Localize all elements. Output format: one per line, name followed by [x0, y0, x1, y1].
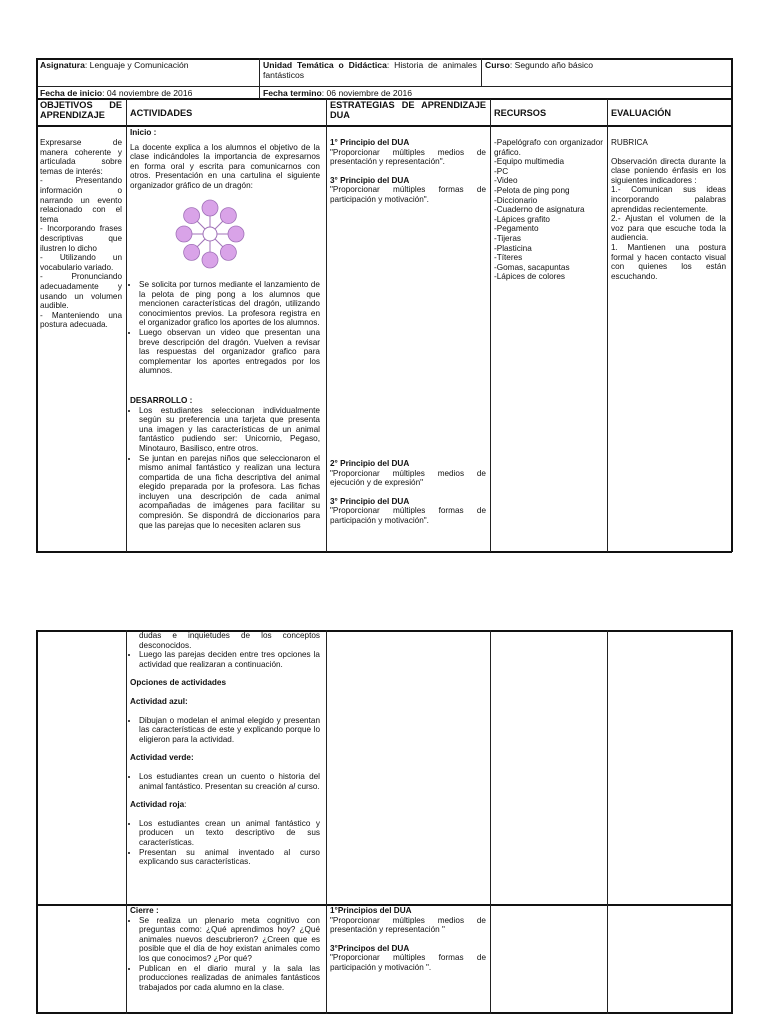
organizer-node [202, 252, 218, 268]
cierre-bullet: • Publican en el diario mural y la sala las producciones realizadas de animales fantásticos trabajados por cada alumno en la clase. [139, 964, 320, 993]
principio-text: "Proporcionar múltiples medios de presentación y representación " [330, 915, 486, 935]
recurso-item: -Video [494, 176, 518, 186]
curso-cell [485, 60, 725, 70]
recurso-item: -Lápices de colores [494, 272, 565, 282]
table2-left-border [36, 630, 38, 1014]
recurso-item: -Pelota de ping pong [494, 185, 570, 195]
table2-col-divider [607, 630, 608, 1014]
verde-text: Los estudiantes crean un cuento o historia del animal fantástico. Presentan su creación [139, 771, 320, 791]
recursos-content [494, 138, 603, 282]
principio-text: "Proporcionar múltiples formas de participación y motivación ". [330, 953, 486, 972]
organizer-node [176, 226, 192, 242]
cierre-bullet: • Se realiza un plenario meta cognitivo con preguntas como: ¿Qué aprendimos hoy? ¿Qué animales nuevos descubrieron? ¿Creen que es posible que el día de hoy existan animales como los que conocimos? ¿Por qué? [139, 916, 320, 964]
table1-col-divider [259, 58, 260, 99]
organizer-node [228, 226, 244, 242]
organizer-node [220, 208, 236, 224]
column-header-recursos: RECURSOS [494, 108, 547, 118]
evaluacion-line: 1. Mantienen una postura formal y hacen contacto visual con quienes los están escuchando. [611, 242, 726, 281]
recurso-item: -Papelógrafo con organizador gráfico. [494, 138, 603, 157]
objetivo-line: - Incorporando frases descriptivas que ilustren lo dicho [40, 224, 122, 253]
organizer-node [184, 208, 200, 224]
recurso-item: -PC [494, 166, 509, 176]
verde-text-italic: al [288, 781, 296, 791]
column-header-actividades: ACTIVIDADES [130, 108, 193, 118]
principio-title: 2° Principio del DUA [330, 459, 410, 468]
recurso-item: -Gomas, sacapuntas [494, 262, 570, 272]
fecha-inicio-value: : 04 noviembre de 2016 [102, 88, 193, 98]
actividad-verde-title: Actividad verde: [130, 753, 194, 763]
table1-bottom-border [36, 551, 732, 553]
actividad-roja-bullet: • Presentan su animal inventado al curso explicando sus características. [139, 848, 320, 867]
principio-title: 1° Principio del DUA [330, 138, 410, 147]
column-header-estrategias: ESTRATEGIAS DE APRENDIZAJE DUA [330, 100, 486, 120]
unidad-label: Unidad Temática o Didáctica [263, 60, 387, 70]
table2-col-divider [326, 630, 327, 1014]
curso-label: Curso [485, 60, 510, 70]
desarrollo-cont-text: dudas e inquietudes de los conceptos desconocidos. [139, 631, 320, 650]
table1-col-divider [481, 58, 482, 87]
table1-col-divider [326, 99, 327, 552]
fecha-inicio-cell [40, 88, 255, 98]
desarrollo-bullet: • Luego las parejas deciden entre tres opciones la actividad que realizaran a continuación. [139, 650, 320, 669]
rubrica-title: RUBRICA [611, 138, 648, 147]
opciones-title: Opciones de actividades [130, 678, 227, 688]
table2-bottom-border [36, 1012, 732, 1014]
table1-col-divider [490, 99, 491, 552]
actividad-azul-title: Actividad azul: [130, 696, 188, 706]
actividad-roja-bullet: • Los estudiantes crean un animal fantástico y producen un texto descriptivo de sus características. [139, 819, 320, 848]
desarrollo-bullet: • Se juntan en parejas niños que seleccionaron el mismo animal fantástico y realizan una lectura compartida de una ficha descriptiva del animal elegido preparada por la profesora. Las fichas incluyen una descripción de cada animal acompañadas de imágenes para facilitar su compresión. Se dispondrá de diccionarios para que las parejas que lo necesiten aclaren sus [139, 454, 320, 531]
recurso-item: -Diccionario [494, 195, 538, 205]
unidad-value: : Historia de animales fantásticos [263, 60, 477, 80]
objetivo-line: - Manteniendo una postura adecuada. [40, 310, 122, 330]
objetivo-line: Expresarse de manera coherente y articulada sobre temas de interés: [40, 138, 122, 176]
inicio-text: La docente explica a los alumnos el objetivo de la clase indicándoles la importancia de expresarnos en forma oral y escrita para comunicarnos con otros. Presentación en una cartulina el siguiente organizador gráfico de un dragón: [130, 142, 320, 190]
evaluacion-line: 1.- Comunican sus ideas incorporando palabras aprendidas recientemente. [611, 185, 726, 214]
table1-left-border [36, 58, 38, 552]
recurso-item: -Títeres [494, 253, 523, 263]
table1-right-border [731, 58, 733, 552]
organizer-node [220, 244, 236, 260]
organizer-node [202, 200, 218, 216]
organizer-node [184, 244, 200, 260]
recurso-item: -Cuaderno de asignatura [494, 205, 585, 215]
evaluacion-line: Observación directa durante la clase poniendo énfasis en los siguientes indicadores : [611, 156, 726, 185]
recurso-item: -Tijeras [494, 233, 521, 243]
inicio-bullet: • Luego observan un video que presentan una breve descripción del dragón. Vuelven a revisar las respuestas del organizador grafico para complementar los aportes entregados por los alumnos. [139, 328, 320, 376]
dragon-organizer-graphic [168, 197, 252, 271]
inicio-title: Inicio : [130, 128, 157, 137]
actividad-roja-title: Actividad roja [130, 800, 185, 810]
estrategias-cierre [330, 906, 486, 973]
table1-row-divider [36, 86, 732, 87]
actividades-inicio-bullets [130, 280, 320, 530]
principio-title: 3°Principos del DUA [330, 943, 410, 953]
asignatura-label: Asignatura [40, 60, 85, 70]
actividades-inicio [130, 128, 320, 191]
cierre-title: Cierre : [130, 906, 159, 915]
inicio-bullet: • Se solicita por turnos mediante el lanzamiento de la pelota de ping pong a los alumnos que mencionen características del dragón, utilizando conocimientos previos. La profesora registra en el organizador grafico los aportes de los alumnos. [139, 280, 320, 328]
table2-right-border [731, 630, 733, 1014]
recurso-item: -Pegamento [494, 224, 539, 234]
principio-title: 3° Principio del DUA [330, 496, 410, 506]
fecha-termino-cell [263, 88, 477, 98]
column-header-evaluacion: EVALUACIÓN [611, 108, 672, 118]
actividad-azul-bullet: • Dibujan o modelan el animal elegido y presentan las características de este y explicando porque lo eligieron para la actividad. [139, 716, 320, 745]
fecha-inicio-label: Fecha de inicio [40, 88, 103, 98]
fecha-termino-label: Fecha termino [263, 88, 322, 98]
objetivos-content [40, 138, 122, 330]
actividades-cierre [130, 906, 320, 992]
objetivo-line: - Presentando información o narrando un evento relacionado con el tema [40, 176, 122, 224]
principio-title: 1°Principios del DUA [330, 906, 412, 915]
roja-colon: : [184, 800, 187, 810]
table1-row-divider [36, 125, 732, 127]
desarrollo-bullet: • Los estudiantes seleccionan individualmente según su preferencia una tarjeta que presenta una imagen y las características de un animal fantástico pudiendo ser: Unicornio, Pegaso, Minotauro, Basilisco, entre otros. [139, 406, 320, 454]
principio-text: "Proporcionar múltiples formas de participación y motivación". [330, 185, 486, 204]
asignatura-cell [40, 60, 255, 70]
actividad-verde-bullet [139, 772, 320, 791]
principio-text: "Proporcionar múltiples medios de presentación y representación". [330, 147, 486, 167]
recurso-item: -Plasticina [494, 243, 532, 253]
principio-text: "Proporcionar múltiples medios de ejecución y de expresión" [330, 468, 486, 488]
principio-text: "Proporcionar múltiples formas de participación y motivación". [330, 506, 486, 525]
verde-text: curso. [295, 781, 320, 791]
unidad-cell [263, 60, 477, 80]
evaluacion-content [611, 138, 726, 281]
actividad-roja-title-row [130, 800, 320, 810]
objetivo-line: - Utilizando un vocabulario variado. [40, 253, 122, 272]
estrategias-desarrollo [330, 459, 486, 526]
estrategias-inicio [330, 138, 486, 205]
column-header-objetivos: OBJETIVOS DE APRENDIZAJE [40, 100, 122, 120]
desarrollo-title: DESARROLLO : [130, 395, 193, 405]
objetivo-line: - Pronunciando adecuadamente y usando un volumen audible. [40, 272, 122, 311]
organizer-nodes [176, 200, 244, 268]
evaluacion-line: 2.- Ajustan el volumen de la voz para que escuche toda la audiencia. [611, 214, 726, 243]
table1-col-divider [607, 99, 608, 552]
table2-col-divider [490, 630, 491, 1014]
recurso-item: -Equipo multimedia [494, 157, 565, 167]
curso-value: : Segundo año básico [509, 60, 593, 70]
table1-col-divider [126, 99, 127, 552]
organizer-center-node [203, 227, 217, 241]
asignatura-value: : Lenguaje y Comunicación [84, 60, 189, 70]
fecha-termino-value: : 06 noviembre de 2016 [321, 88, 413, 98]
principio-title: 3° Principio del DUA [330, 175, 410, 185]
recurso-item: -Lápices grafito [494, 214, 550, 224]
actividades-continuacion [130, 631, 320, 867]
